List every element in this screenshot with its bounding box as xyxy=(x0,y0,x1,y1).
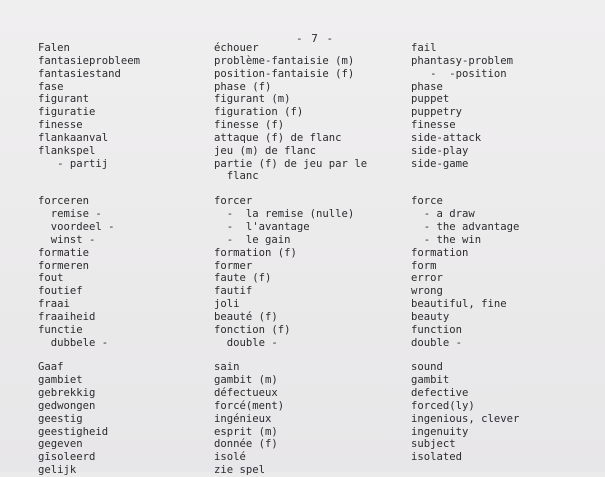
french-term: figuration (f) xyxy=(214,106,304,119)
french-term: faute (f) xyxy=(214,272,272,285)
english-term: - a draw xyxy=(411,208,475,221)
english-term: - the win xyxy=(411,233,482,246)
french-term: position-fantaisie (f) xyxy=(214,67,355,80)
dutch-term: forceren xyxy=(38,195,90,208)
dutch-term: fout xyxy=(38,272,64,285)
english-term: beauty xyxy=(411,310,450,323)
dutch-term: gebrekkig xyxy=(38,387,96,400)
french-term: sain xyxy=(214,361,240,374)
dutch-term: fase xyxy=(38,80,64,93)
dutch-term: flankspel xyxy=(38,144,96,157)
dutch-term: foutief xyxy=(38,285,83,298)
english-term: beautiful, fine xyxy=(411,298,507,311)
english-term: function xyxy=(411,323,463,336)
dutch-term: geestigheid xyxy=(38,425,109,438)
dutch-term: winst - xyxy=(38,233,96,246)
group-gap xyxy=(214,183,409,195)
french-term: - la remise (nulle) xyxy=(214,208,355,221)
french-term: - le gain xyxy=(214,233,291,246)
french-term: formation (f) xyxy=(214,246,297,259)
french-term: flanc xyxy=(214,170,259,183)
dutch-term: finesse xyxy=(38,119,83,132)
dutch-term: fantasiestand xyxy=(38,67,121,80)
french-term: défectueux xyxy=(214,387,278,400)
french-term: ingénieux xyxy=(214,412,272,425)
french-term: fautif xyxy=(214,285,253,298)
english-term: ingenious, clever xyxy=(411,412,520,425)
french-term: beauté (f) xyxy=(214,310,278,323)
dutch-term: fantasieprobleem xyxy=(38,54,141,67)
english-term: side-game xyxy=(411,157,469,170)
english-term: fail xyxy=(411,42,437,54)
dutch-term: gegeven xyxy=(38,438,83,451)
dutch-term: remise - xyxy=(38,208,102,221)
french-term: phase (f) xyxy=(214,80,272,93)
french-term: partie (f) de jeu par le xyxy=(214,157,368,170)
english-term xyxy=(411,464,601,477)
french-column xyxy=(214,42,409,477)
french-term: problème-fantaisie (m) xyxy=(214,54,355,67)
group-gap xyxy=(411,349,601,361)
english-term xyxy=(411,170,601,183)
page-number: - 7 - xyxy=(296,32,335,45)
french-term: forcé(ment) xyxy=(214,399,285,412)
english-term: defective xyxy=(411,387,469,400)
english-term: wrong xyxy=(411,285,443,298)
english-term: subject xyxy=(411,438,456,451)
group-gap xyxy=(38,349,203,361)
dutch-term: fraaiheid xyxy=(38,310,96,323)
dutch-term: flankaanval xyxy=(38,131,109,144)
english-term: puppet xyxy=(411,93,450,106)
english-term: formation xyxy=(411,246,469,259)
english-term: finesse xyxy=(411,119,456,132)
french-term: figurant (m) xyxy=(214,93,291,106)
dutch-term: voordeel - xyxy=(38,220,115,233)
english-term: side-attack xyxy=(411,131,482,144)
french-term: attaque (f) de flanc xyxy=(214,131,342,144)
dutch-term: Gaaf xyxy=(38,361,64,374)
dutch-term: Falen xyxy=(38,42,70,54)
english-term: phase xyxy=(411,80,443,93)
dutch-term: gīsoleerd xyxy=(38,451,96,464)
english-term: side-play xyxy=(411,144,469,157)
french-term: joli xyxy=(214,298,240,311)
dutch-term: figurant xyxy=(38,93,90,106)
english-term: phantasy-problem xyxy=(411,54,514,67)
dutch-term: geestig xyxy=(38,412,83,425)
dutch-term: figuratie xyxy=(38,106,96,119)
french-term: donnée (f) xyxy=(214,438,278,451)
english-term: sound xyxy=(411,361,443,374)
french-term: forcer xyxy=(214,195,253,208)
english-term: isolated xyxy=(411,451,463,464)
english-term: error xyxy=(411,272,443,285)
dutch-term: - partij xyxy=(38,157,109,170)
dutch-term: gambiet xyxy=(38,374,83,387)
french-term: - l'avantage xyxy=(214,220,310,233)
french-term: finesse (f) xyxy=(214,119,285,132)
dutch-term: formeren xyxy=(38,259,90,272)
french-term: fonction (f) xyxy=(214,323,291,336)
dutch-term: gelijk xyxy=(38,464,77,477)
english-column xyxy=(411,42,601,477)
dutch-column xyxy=(38,42,203,477)
english-term: form xyxy=(411,259,437,272)
group-gap xyxy=(38,183,203,195)
group-gap xyxy=(411,183,601,195)
french-term: zie spel xyxy=(214,464,266,477)
french-term: isolé xyxy=(214,451,246,464)
dutch-term: functie xyxy=(38,323,83,336)
french-term: gambit (m) xyxy=(214,374,278,387)
english-term: - -position xyxy=(411,67,507,80)
english-term: gambit xyxy=(411,374,450,387)
dutch-term xyxy=(38,170,203,183)
french-term: échouer xyxy=(214,42,259,54)
dutch-term: dubbele - xyxy=(38,336,109,349)
french-term: double - xyxy=(214,336,278,349)
french-term: former xyxy=(214,259,253,272)
dutch-term: gedwongen xyxy=(38,399,96,412)
french-term: jeu (m) de flanc xyxy=(214,144,317,157)
english-term: forced(ly) xyxy=(411,399,475,412)
english-term: - the advantage xyxy=(411,220,520,233)
french-term: esprit (m) xyxy=(214,425,278,438)
english-term: ingenuity xyxy=(411,425,469,438)
english-term: puppetry xyxy=(411,106,463,119)
english-term: double - xyxy=(411,336,463,349)
english-term: force xyxy=(411,195,443,208)
dutch-term: formatie xyxy=(38,246,90,259)
group-gap xyxy=(214,349,409,361)
dutch-term: fraai xyxy=(38,298,70,311)
